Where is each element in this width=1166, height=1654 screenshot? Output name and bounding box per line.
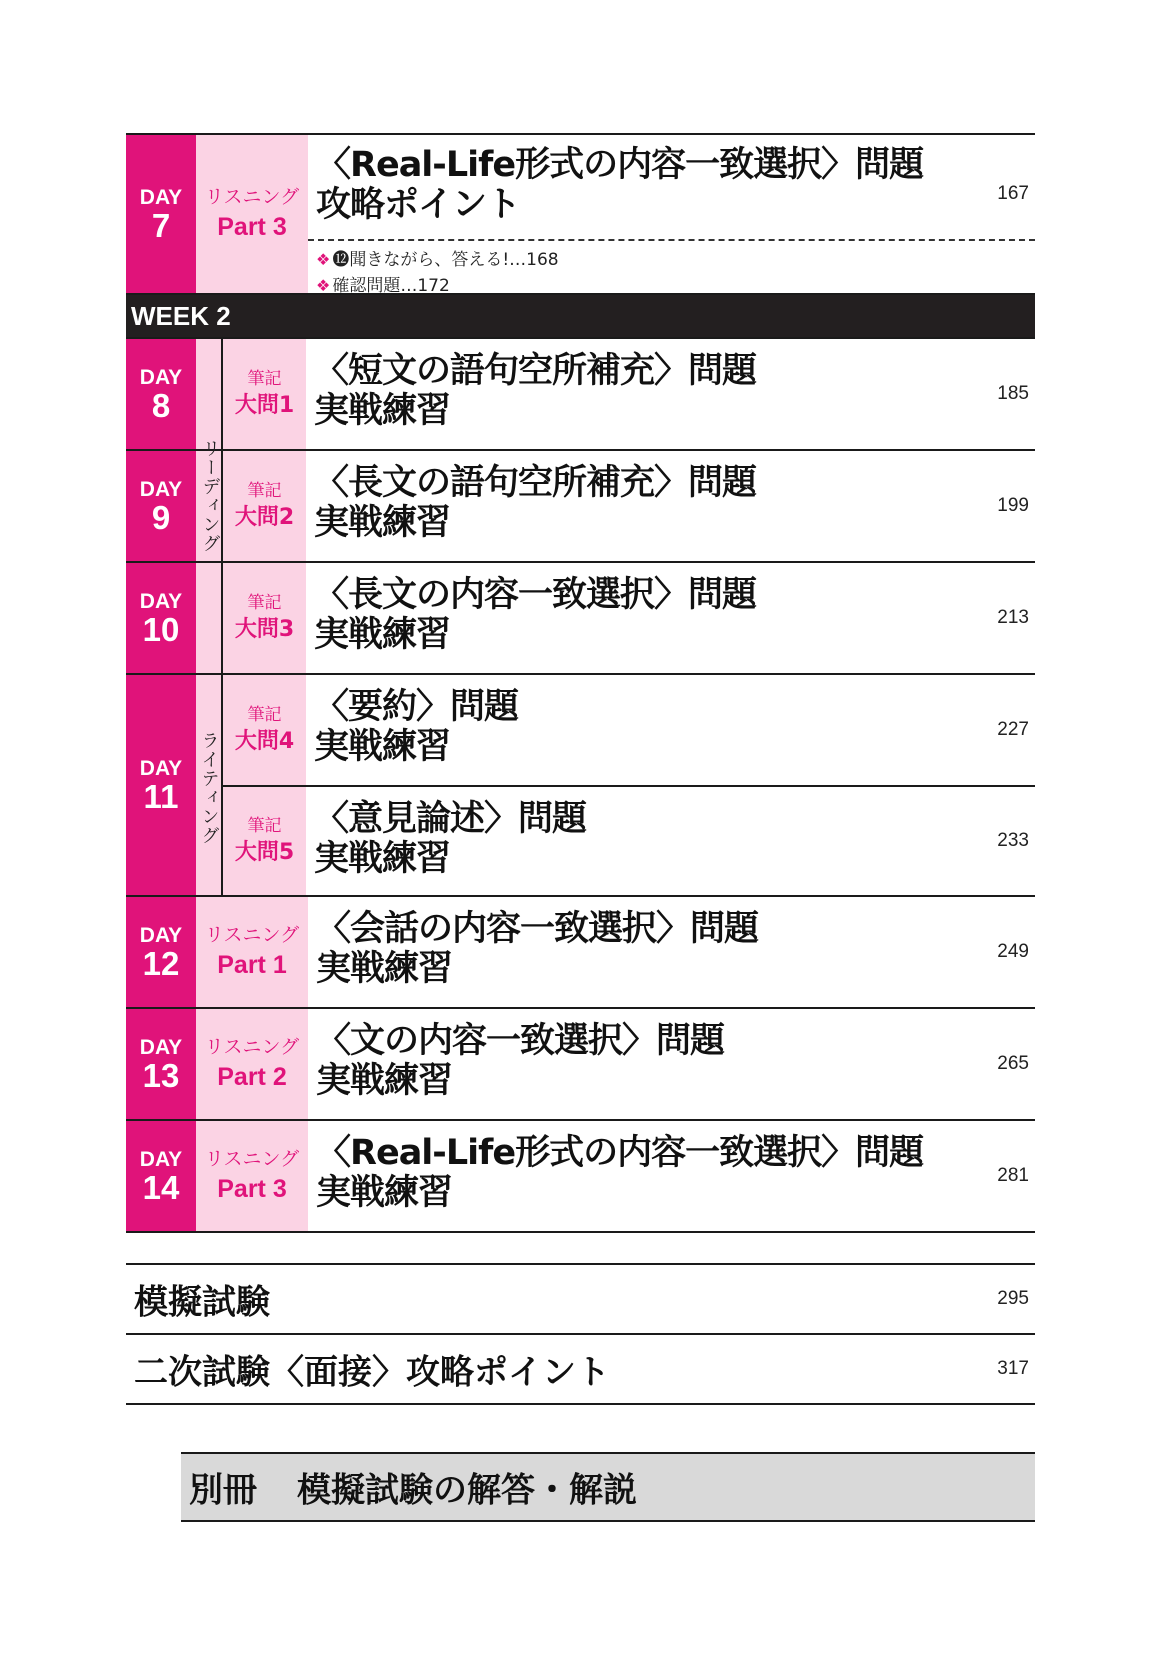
reading-block <box>126 339 1035 675</box>
toc-row-day12[interactable] <box>126 897 1035 1009</box>
sub-item-text: 確認問題…172 <box>332 276 450 296</box>
category-part: Part 2 <box>217 1062 287 1091</box>
sub-item[interactable] <box>316 273 1035 299</box>
appendix-title: 模擬試験の解答・解説 <box>297 1470 637 1511</box>
entry-title-line2: 実戦練習 <box>316 1061 453 1101</box>
page-number: 227 <box>997 719 1029 740</box>
writing-side-cell <box>196 675 223 895</box>
entry-title-line2: 実戦練習 <box>316 949 453 989</box>
section-category <box>223 675 306 785</box>
page-number: 213 <box>997 607 1029 628</box>
entry-title-line1: 〈要約〉問題 <box>314 687 519 727</box>
day-badge <box>126 1009 196 1119</box>
entry-title-line1: 〈Real-Life形式の内容一致選択〉問題 <box>316 1133 924 1173</box>
day-number: 7 <box>151 206 171 244</box>
toc-row-day14[interactable] <box>126 1121 1035 1233</box>
entry-title-line2: 実戦練習 <box>316 1173 453 1213</box>
toc-row-mock-exam[interactable] <box>126 1263 1035 1335</box>
day-label: DAY <box>139 1035 183 1059</box>
entry-title: 模擬試験 <box>134 1282 270 1323</box>
section-category <box>196 1121 308 1231</box>
section-category <box>196 1009 308 1119</box>
entry-content <box>306 451 1035 561</box>
entry-content <box>306 339 1035 449</box>
section-category <box>196 897 308 1007</box>
day-label: DAY <box>139 589 183 613</box>
entry-title-line2: 攻略ポイント <box>316 185 521 225</box>
day-badge <box>126 563 196 673</box>
day-label: DAY <box>139 365 183 389</box>
entry-title-line2: 実戦練習 <box>314 503 451 543</box>
category-label: リスニング <box>204 185 300 208</box>
toc-row-day13[interactable] <box>126 1009 1035 1121</box>
category-label: 筆記 <box>247 704 282 725</box>
category-label: リスニング <box>204 1147 300 1170</box>
page-number: 317 <box>997 1358 1029 1379</box>
entry-title-line2: 実戦練習 <box>314 615 451 655</box>
category-label: 筆記 <box>247 592 282 613</box>
toc-row-day7[interactable] <box>126 133 1035 295</box>
page-number: 265 <box>997 1053 1029 1074</box>
entry-title-line2: 実戦練習 <box>314 839 451 879</box>
day-label: DAY <box>139 756 183 780</box>
sub-item[interactable] <box>316 247 1035 273</box>
category-label: リスニング <box>204 923 300 946</box>
page-number: 249 <box>997 941 1029 962</box>
day-badge <box>126 897 196 1007</box>
category-part: 大問4 <box>234 729 295 755</box>
sub-item-text: ⓬聞きながら、答える!…168 <box>332 250 559 270</box>
day-number: 9 <box>151 498 171 536</box>
day-number: 10 <box>142 610 180 648</box>
entry-content <box>308 1121 1035 1231</box>
reading-side-cell <box>196 339 223 449</box>
day-badge <box>126 451 196 561</box>
category-label: 筆記 <box>247 368 282 389</box>
entry-title-line1: 〈短文の語句空所補充〉問題 <box>314 351 757 391</box>
toc-row-day11-q4[interactable] <box>223 675 1035 787</box>
writing-vertical-label: ライティング <box>198 731 220 845</box>
category-label: 筆記 <box>247 815 282 836</box>
toc-row-day8[interactable] <box>126 339 1035 451</box>
day-label: DAY <box>139 1147 183 1171</box>
day-badge <box>126 675 196 895</box>
day-number: 12 <box>142 944 180 982</box>
reading-vertical-label: リーディング <box>199 439 221 553</box>
entry-title-line1: 〈文の内容一致選択〉問題 <box>316 1021 725 1061</box>
category-label: リスニング <box>204 1035 300 1058</box>
section-category <box>223 787 306 895</box>
page-number: 281 <box>997 1165 1029 1186</box>
entry-title-line1: 〈意見論述〉問題 <box>314 799 587 839</box>
toc-row-interview[interactable] <box>126 1335 1035 1405</box>
page-number: 199 <box>997 495 1029 516</box>
section-category <box>223 563 306 673</box>
toc-row-day11 <box>126 675 1035 897</box>
table-of-contents <box>126 133 1035 1233</box>
page-number: 295 <box>997 1288 1029 1309</box>
entry-content <box>308 897 1035 1007</box>
entry-title-line1: 〈Real-Life形式の内容一致選択〉問題 <box>316 145 924 185</box>
entry-title: 二次試験〈面接〉攻略ポイント <box>134 1352 610 1393</box>
entry-content <box>308 1009 1035 1119</box>
day-number: 13 <box>142 1056 180 1094</box>
page-number: 185 <box>997 383 1029 404</box>
entry-title-line2: 実戦練習 <box>314 727 451 767</box>
appendix-bar[interactable] <box>181 1452 1035 1522</box>
section-category <box>223 339 306 449</box>
category-part: Part 1 <box>217 950 287 979</box>
final-entries <box>126 1263 1035 1405</box>
day-label: DAY <box>139 477 183 501</box>
diamond-bullet-icon: ❖ <box>316 250 331 269</box>
day-badge <box>126 1121 196 1231</box>
entry-content <box>306 787 1035 895</box>
entry-title-line2: 実戦練習 <box>314 391 451 431</box>
entry-title-line1: 〈会話の内容一致選択〉問題 <box>316 909 759 949</box>
page-number: 167 <box>997 183 1029 204</box>
category-part: 大問5 <box>234 840 295 866</box>
entry-title-line1: 〈長文の内容一致選択〉問題 <box>314 575 757 615</box>
category-label: 筆記 <box>247 480 282 501</box>
day-badge <box>126 339 196 449</box>
toc-row-day11-q5[interactable] <box>223 787 1035 895</box>
day-label: DAY <box>139 923 183 947</box>
week-header: WEEK 2 <box>126 295 1035 339</box>
category-part: Part 3 <box>217 1174 287 1203</box>
dashed-divider <box>308 239 1035 241</box>
category-part: 大問2 <box>234 505 295 531</box>
day-number: 8 <box>151 386 171 424</box>
day-number: 11 <box>143 777 179 815</box>
entry-content <box>308 135 1035 296</box>
appendix-label: 別冊 <box>189 1470 257 1511</box>
category-part: 大問3 <box>234 617 295 643</box>
entry-content <box>306 563 1035 673</box>
reading-side-cell <box>196 563 223 673</box>
category-part: Part 3 <box>217 212 287 241</box>
toc-row-day9[interactable] <box>126 451 1035 563</box>
entry-title-line1: 〈長文の語句空所補充〉問題 <box>314 463 757 503</box>
day-number: 14 <box>142 1168 180 1206</box>
day-label: DAY <box>139 185 183 209</box>
entry-content <box>306 675 1035 785</box>
category-part: 大問1 <box>234 393 295 419</box>
diamond-bullet-icon: ❖ <box>316 276 331 295</box>
day-badge <box>126 135 196 293</box>
toc-row-day10[interactable] <box>126 563 1035 675</box>
section-category <box>196 135 308 293</box>
section-category <box>223 451 306 561</box>
page-number: 233 <box>997 830 1029 851</box>
